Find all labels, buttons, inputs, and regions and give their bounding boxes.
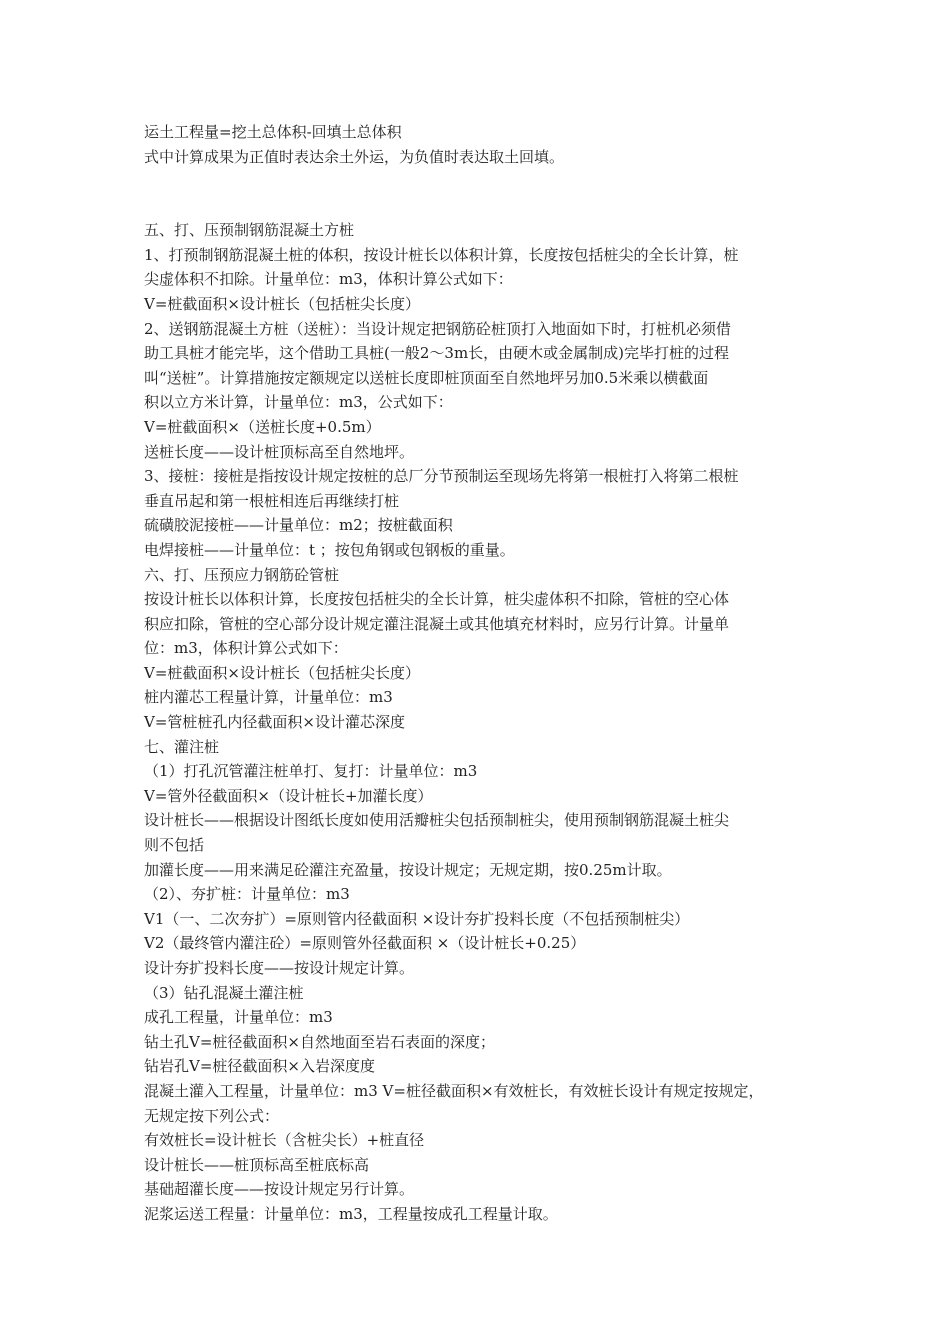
text-line: 2、送钢筋混凝土方桩（送桩）：当设计规定把钢筋砼桩顶打入地面如下时，打桩机必须借: [144, 319, 732, 338]
text-line: 助工具桩才能完毕，这个借助工具桩(一般2～3m长，由硬木或金属制成)完毕打桩的过程: [144, 344, 730, 363]
text-line: 按设计桩长以体积计算，长度按包括桩尖的全长计算，桩尖虚体积不扣除，管桩的空心体: [144, 590, 730, 609]
text-line: V1（一、二次夯扩）=原则管内径截面积 ×设计夯扩投料长度（不包括预制桩尖）: [144, 909, 690, 928]
text-line: 基础超灌长度——按设计规定另行计算。: [144, 1180, 415, 1199]
paragraph-block-1: [144, 120, 834, 169]
text-line: 泥浆运送工程量：计量单位：m3，工程量按成孔工程量计取。: [144, 1204, 558, 1223]
text-line: 则不包括: [144, 836, 205, 855]
text-line: 六、打、压预应力钢筋砼管桩: [144, 565, 340, 584]
text-line: 混凝土灌入工程量，计量单位：m3 V=桩径截面积×有效桩长，有效桩长设计有规定按规定，: [144, 1081, 764, 1100]
paragraph-block-2: [144, 218, 834, 1226]
text-line: 3、接桩：接桩是指按设计规定按桩的总厂分节预制运至现场先将第一根桩打入将第二根桩: [144, 467, 739, 486]
text-line: 七、灌注桩: [144, 737, 220, 756]
text-line: 设计夯扩投料长度——按设计规定计算。: [144, 959, 415, 977]
text-line: （2）、夯扩桩：计量单位：m3: [144, 885, 350, 904]
text-line: V=管外径截面积×（设计桩长+加灌长度）: [144, 786, 433, 805]
text-line: 送桩长度——设计桩顶标高至自然地坪。: [144, 442, 415, 461]
text-line: 加灌长度——用来满足砼灌注充盈量，按设计规定；无规定期，按0.25m计取。: [144, 860, 672, 879]
text-line: 叫“送桩”。计算措施按定额规定以送桩长度即桩顶面至自然地坪另加0.5米乘以横截面: [144, 368, 709, 387]
text-line: 尖虚体积不扣除。计量单位：m3，体积计算公式如下：: [144, 270, 513, 289]
text-line: 运土工程量=挖土总体积-回填土总体积: [144, 123, 402, 141]
text-line: 成孔工程量，计量单位：m3: [144, 1008, 333, 1027]
text-line: 位：m3，体积计算公式如下：: [144, 639, 348, 658]
text-line: 无规定按下列公式：: [144, 1106, 280, 1125]
text-line: （1）打孔沉管灌注桩单打、复打：计量单位：m3: [144, 762, 478, 781]
text-line: 积应扣除，管桩的空心部分设计规定灌注混凝土或其他填充材料时，应另行计算。计量单: [144, 614, 730, 633]
text-line: 钻岩孔V=桩径截面积×入岩深度度: [144, 1057, 375, 1076]
text-line: V=桩截面积×设计桩长（包括桩尖长度）: [144, 294, 420, 313]
text-line: （3）钻孔混凝土灌注桩: [144, 983, 304, 1002]
text-line: V2（最终管内灌注砼）=原则管外径截面积 ×（设计桩长+0.25）: [144, 934, 586, 953]
text-line: 垂直吊起和第一根桩相连后再继续打桩: [144, 491, 400, 510]
text-line: 设计桩长——桩顶标高至桩底标高: [144, 1155, 370, 1174]
text-line: 积以立方米计算，计量单位：m3，公式如下：: [144, 393, 453, 412]
paragraph-gap: [144, 169, 834, 218]
text-line: 式中计算成果为正值时表达余土外运，为负值时表达取土回填。: [144, 147, 565, 166]
text-line: 桩内灌芯工程量计算，计量单位：m3: [144, 688, 393, 707]
text-line: 1、打预制钢筋混凝土桩的体积，按设计桩长以体积计算，长度按包括桩尖的全长计算，桩: [144, 245, 739, 264]
text-line: 有效桩长=设计桩长（含桩尖长）+桩直径: [144, 1131, 425, 1150]
document-body: [144, 120, 834, 1227]
text-line: V=桩截面积×（送桩长度+0.5m）: [144, 417, 381, 436]
text-line: 五、打、压预制钢筋混凝土方桩: [144, 221, 355, 240]
text-line: V=桩截面积×设计桩长（包括桩尖长度）: [144, 663, 420, 682]
text-line: V=管桩桩孔内径截面积×设计灌芯深度: [144, 713, 405, 732]
text-line: 硫磺胶泥接桩——计量单位：m2；按桩截面积: [144, 516, 453, 535]
text-line: 设计桩长——根据设计图纸长度如使用活瓣桩尖包括预制桩尖，使用预制钢筋混凝土桩尖: [144, 811, 730, 830]
text-line: 钻土孔V=桩径截面积×自然地面至岩石表面的深度；: [144, 1032, 495, 1051]
text-line: 电焊接桩——计量单位：t ；按包角钢或包钢板的重量。: [144, 540, 515, 559]
